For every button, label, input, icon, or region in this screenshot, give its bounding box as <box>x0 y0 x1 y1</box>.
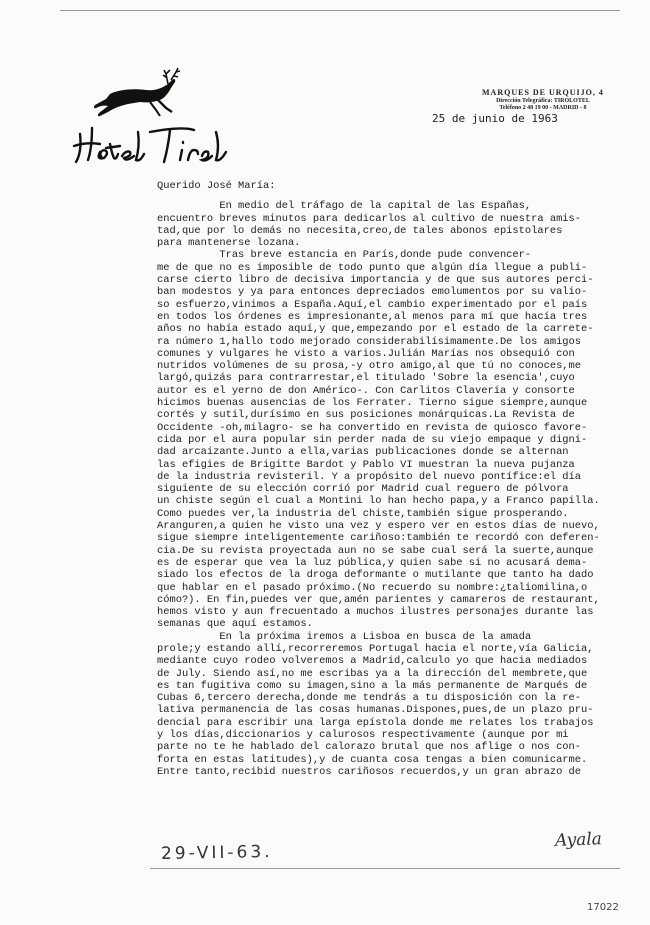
deer-icon <box>94 68 180 116</box>
letter-line: prole;y estando allí,recorreremos Portugal hacia el norte,vía Galicia, <box>157 642 594 655</box>
letter-line: me de que no es imposible de todo punto que algún día llegue a publi- <box>157 261 588 274</box>
address-phone: Teléfono 2 48 19 00 - MADRID - 8 <box>499 105 587 111</box>
letter-line: siguiente de su elección corrió por Madrid cual reguero de pólvora <box>157 483 569 496</box>
letter-line: Occidente -oh,milagro- se ha convertido en revista de quiosco favore- <box>157 421 588 434</box>
letter-line: parte no te he hablado del calorazo brutal que nos aflige o nos con- <box>157 741 582 754</box>
top-divider <box>60 10 620 11</box>
salutation: Querido José María: <box>157 180 276 192</box>
letter-line: Tras breve estancia en París,donde pude convencer- <box>157 249 532 262</box>
letter-line: las efigies de Brigitte Bardot y Pablo VI muestran la nueva pujanza <box>157 458 575 471</box>
letter-line: ban modestos y ya para entonces depreciados emolumentos por su valio- <box>157 286 588 299</box>
hotel-tirol-logo <box>70 66 230 170</box>
letter-line: siado los efectos de la droga deformante o mutilante que tanto ha dado <box>157 569 594 582</box>
letter-line: dad arcaizante.Junto a ella,varias publicaciones donde se alternan <box>157 446 569 459</box>
letter-line: forta en estas latitudes),y de cuanta cosa tengas a bien comunicarme. <box>157 753 588 766</box>
address-street: MARQUES DE URQUIJO, 4 <box>482 88 604 97</box>
letter-line: En medio del tráfago de la capital de las Españas, <box>157 200 532 213</box>
letter-line: ra número 1,hallo todo mejorado considerabilísimamente.De los amigos <box>157 335 582 348</box>
letter-line: años no había estado aquí,y que,empezando por el estado de la carrete- <box>157 323 594 336</box>
bottom-divider <box>150 868 620 869</box>
letter-line: hemos visto y aun frecuentado a muchos ilustres personajes durante las <box>157 606 594 619</box>
letter-line: comunes y vulgares he visto a varios.Julián Marías nos obsequió con <box>157 347 575 360</box>
letter-line: encuentro breves minutos para dedicarlos al cultivo de nuestra amis- <box>157 212 582 225</box>
letter-line: hicimos buenas ausencias de los Ferrater. Tierno sigue siempre,aunque <box>157 397 588 410</box>
letter-line: en todos los órdenes es impresionante,al menos para mí que hacía tres <box>157 310 588 323</box>
letter-line: es de esperar que vea la luz pública,y quien sabe si no acusará dema- <box>157 556 588 569</box>
letter-line: semanas que aquí estamos. <box>157 618 313 631</box>
letterhead-address <box>482 88 604 111</box>
letter-line: carse cierto libro de decisiva importancia y de que sus autores perci- <box>157 274 594 287</box>
letter-line: de July. Siendo así,no me escribas ya a la dirección del membrete,que <box>157 667 588 680</box>
letter-line: Entre tanto,recibid nuestros cariñosos recuerdos,y un gran abrazo de <box>157 765 582 778</box>
letter-line: es tan fugitiva como su imagen,sino a la más permanente de Marqués de <box>157 679 588 692</box>
letter-line: sigue siempre inteligentemente cariñoso:también te recordó con deferen- <box>157 532 600 545</box>
letter-line: dencial para escribir una larga epístola donde me relates los trabajos <box>157 716 594 729</box>
letter-line: Cubas 6,tercero derecha,donde me tendrás a tu disposición con la re- <box>157 692 582 705</box>
letter-date: 25 de junio de 1963 <box>432 112 558 125</box>
letter-body <box>157 180 629 778</box>
letter-line: so esfuerzo,vinimos a España.Aquí,el cambio experimentado por el país <box>157 298 588 311</box>
letter-line: autor es el yerno de don Américo-. Con Carlitos Clavería y consorte <box>157 384 575 397</box>
handwritten-date: 29-VII-63. <box>160 842 273 864</box>
letter-line: largó,quizás para contrarrestar,el titulado 'Sobre la esencia',cuyo <box>157 372 575 385</box>
letter-line: nutridos volúmenes de su prosa,-y otro amigo,al que tú no conoces,me <box>157 360 582 373</box>
letter-line: para mantenerse lozana. <box>157 237 301 250</box>
letter-line: mediante cuyo rodeo volveremos a Madrid,calculo yo que hacia mediados <box>157 655 588 668</box>
letter-line: Aranguren,a quien he visto una vez y espero ver en estos días de nuevo, <box>157 520 600 533</box>
letter-text <box>157 200 629 778</box>
letter-line: cortés y sutil,durísimo en sus posiciones monárquicas.La Revista de <box>157 409 575 422</box>
letter-line: que hablar en el pasado próximo.(No recuerdo su nombre:¿taliomilina,o <box>157 581 588 594</box>
archive-number: 17022 <box>587 902 619 913</box>
address-telegraph: Dirección Telegráfica: TIROLOTEL <box>496 98 590 104</box>
letter-line: En la próxima iremos a Lisboa en busca de la amada <box>157 630 532 643</box>
letter-line: y los días,diccionarios y calurosos respectivamente (aunque por mi <box>157 729 569 742</box>
letter-line: cia.De su revista proyectada aun no se sabe cual será la suerte,aunque <box>157 544 594 557</box>
letter-line: tad,que por lo demás no necesita,creo,de tales abonos epistolares <box>157 224 563 237</box>
letter-line: Como puedes ver,la industria del chiste,también sigue prosperando. <box>157 507 569 520</box>
letter-line: cida por el aura popular sin perder nada de su viejo empaque y digni- <box>157 433 588 446</box>
hotel-tirol-wordmark <box>74 128 226 162</box>
signature: Ayala <box>554 829 603 851</box>
letter-line: lativa permanencia de las cosas humanas.Dispones,pues,de un plazo pru- <box>157 704 594 717</box>
letter-line: un chiste según el cual a Montini lo han hecho papa,y a Franco papilla. <box>157 495 600 508</box>
letter-line: cómo?). En fin,puedes ver que,amén parientes y camareros de restaurant, <box>157 593 600 606</box>
letter-line: de la industria revisteril. Y a propósito del nuevo pontífice:el día <box>157 470 582 483</box>
